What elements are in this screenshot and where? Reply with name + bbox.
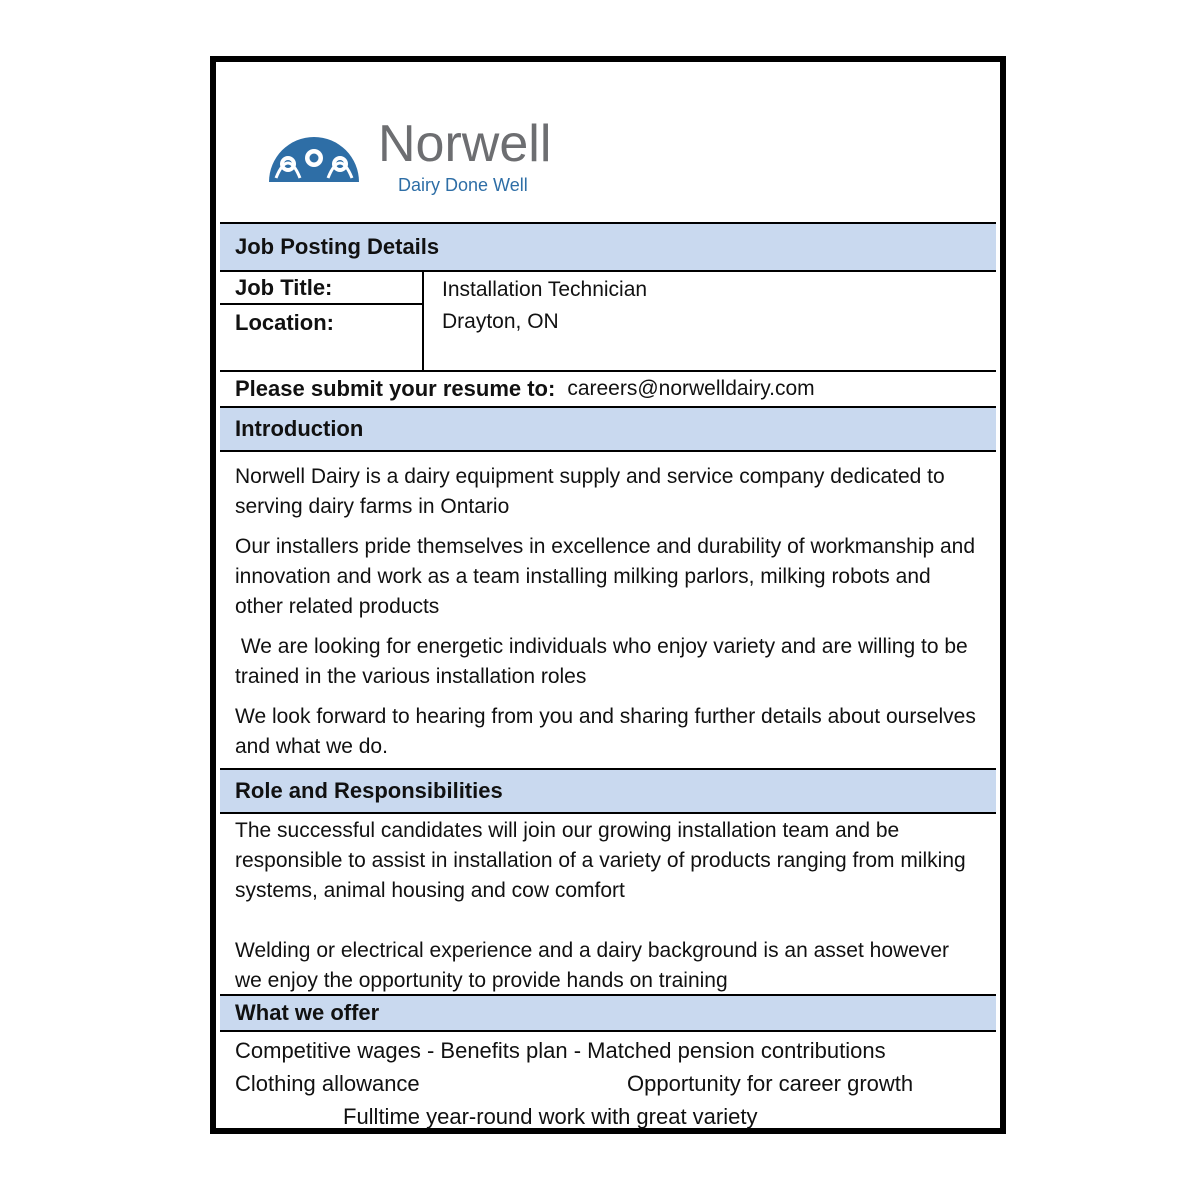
section-header-role: [220, 768, 996, 812]
logo-tagline: Dairy Done Well: [398, 175, 528, 195]
offer-body: [220, 1030, 996, 1128]
section-header-offer: [220, 994, 996, 1030]
submit-label: Please submit your resume to:: [235, 376, 556, 401]
offer-line: Fulltime year-round work with great variety: [343, 1104, 758, 1129]
logo-area: [220, 62, 996, 222]
section-header-introduction: [220, 406, 996, 450]
section-header-job-posting: [220, 222, 996, 270]
section-title: Introduction: [235, 416, 364, 441]
submit-row: [220, 370, 996, 406]
introduction-body: [220, 450, 996, 768]
offer-line: Competitive wages - Benefits plan - Matched pension contributions: [235, 1038, 886, 1063]
location-label: Location:: [235, 310, 334, 335]
details-value-column: [442, 274, 647, 338]
location-label-cell: [220, 305, 422, 341]
norwell-logo-icon: [264, 108, 364, 188]
job-title-value: Installation Technician: [442, 278, 648, 301]
logo-name: Norwell: [378, 115, 552, 173]
job-title-label: Job Title:: [235, 274, 333, 300]
intro-paragraph: Norwell Dairy is a dairy equipment supply and service company dedicated to serving dairy farms in Ontario: [235, 465, 945, 518]
role-paragraph: The successful candidates will join our growing installation team and be responsible to assist in installation of a variety of products ranging from milking systems, animal housing and cow comfort: [235, 819, 966, 902]
intro-paragraph: We are looking for energetic individuals who enjoy variety and are willing to be trained in the various installation roles: [235, 635, 974, 688]
offer-item-clothing: Clothing allowance: [235, 1071, 420, 1096]
intro-paragraph: We look forward to hearing from you and sharing further details about ourselves and what we do.: [235, 705, 976, 758]
section-title: What we offer: [235, 1000, 380, 1025]
submit-email-link[interactable]: careers@norwelldairy.com: [567, 377, 815, 400]
details-label-column: [220, 272, 424, 370]
job-posting-frame: [210, 56, 1006, 1134]
section-title: Role and Responsibilities: [235, 778, 503, 803]
offer-item-career-growth: Opportunity for career growth: [627, 1071, 914, 1096]
location-value: Drayton, ON: [442, 310, 559, 333]
job-title-label-cell: [220, 272, 422, 305]
section-title: Job Posting Details: [235, 234, 440, 259]
offer-line: [235, 1067, 981, 1100]
role-paragraph: Welding or electrical experience and a dairy background is an asset however we enjoy the opportunity to provide hands on training: [235, 939, 950, 992]
role-body: [220, 812, 996, 994]
details-block: [220, 270, 996, 370]
intro-paragraph: Our installers pride themselves in excellence and durability of workmanship and innovation and work as a team installing milking parlors, milking robots and other related products: [235, 535, 976, 618]
